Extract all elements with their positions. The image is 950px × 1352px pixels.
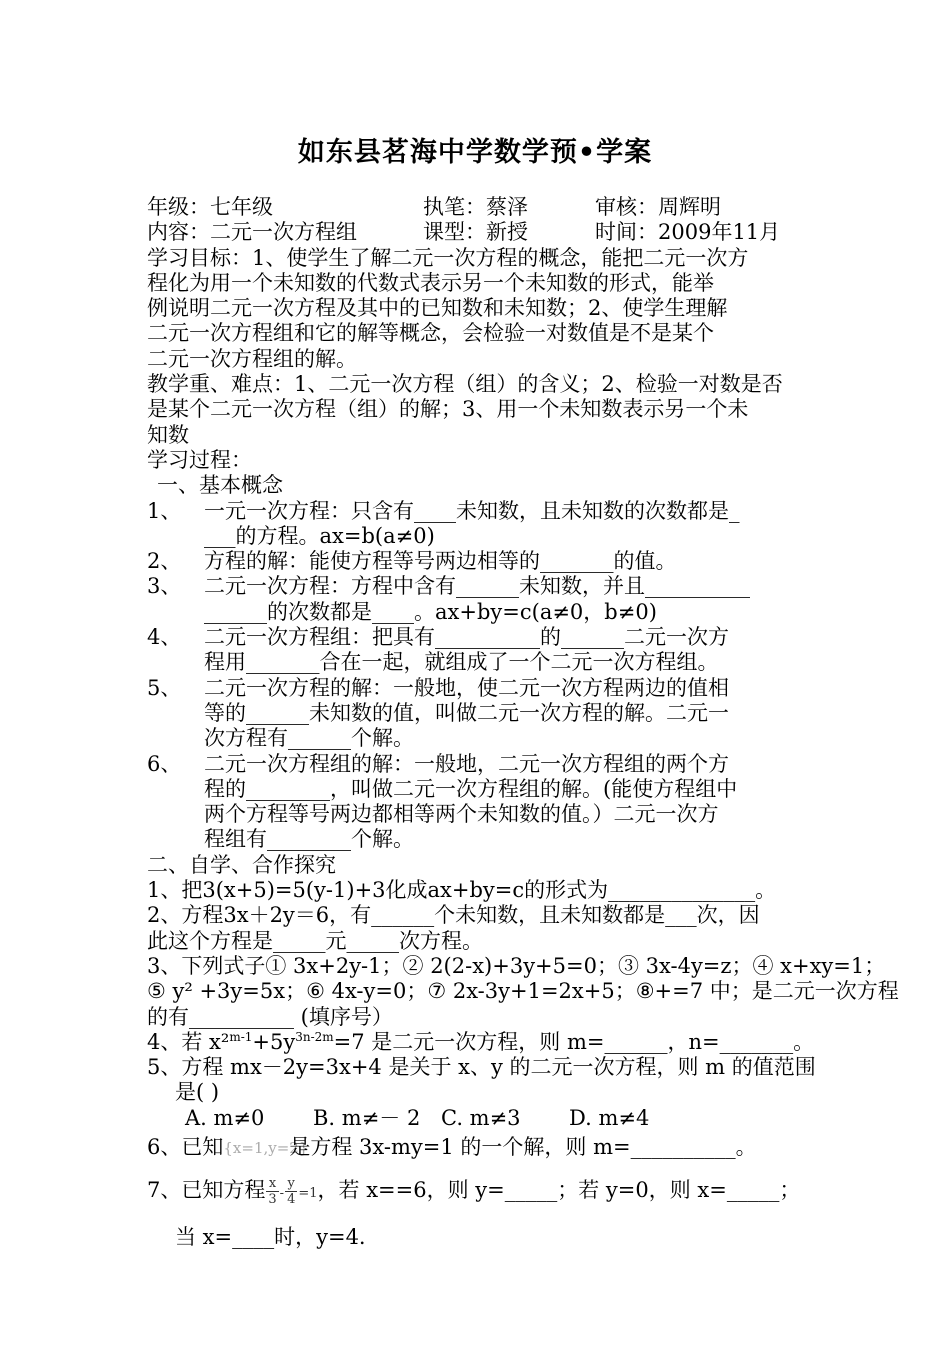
q4-text: 4、若 x² xyxy=(147,1029,230,1054)
option-b: B. m≠－ 2 xyxy=(313,1105,421,1130)
lesson-type: 课型：新授 xyxy=(423,220,528,245)
item-number: 2、 xyxy=(147,549,182,574)
meta-row-1 xyxy=(147,195,812,220)
q4-exponent-1: m-1 xyxy=(229,1029,253,1044)
question-1: 1、把3(x+5)=5(y-1)+3化成ax+by=c的形式为______________。 xyxy=(147,878,777,903)
question-4 xyxy=(147,1029,815,1055)
item-line: ______的次数都是____。ax+by=c(a≠0，b≠0) xyxy=(204,599,657,624)
item-line: 程组有________个解。 xyxy=(204,827,414,852)
key-point-line: 教学重、难点：1、二元一次方程（组）的含义；2、检验一对数是否 xyxy=(147,372,783,397)
question-6 xyxy=(147,1135,812,1161)
equation-system-image: {x=1,y=2} xyxy=(223,1138,309,1157)
q4-text: +5y xyxy=(252,1029,296,1054)
item-line: ___的方程。ax=b(a≠0) xyxy=(204,523,435,548)
numerator: x xyxy=(266,1176,278,1192)
equals-one: =1 xyxy=(298,1186,318,1202)
content-topic: 内容：二元一次方程组 xyxy=(147,220,357,245)
concept-item-3 xyxy=(147,574,812,625)
objective-line: 学习目标：1、使学生了解二元一次方程的概念，能把二元一次方 xyxy=(147,245,749,270)
grade: 年级：七年级 xyxy=(147,195,273,219)
lesson-time: 时间：2009年11月 xyxy=(595,220,781,245)
item-number: 3、 xyxy=(147,574,182,599)
question-2-line: 2、方程3x＋2y＝6，有______个未知数，且未知数都是___次，因 xyxy=(147,903,760,928)
denominator: 3 xyxy=(268,1192,277,1208)
reviewer: 审核：周辉明 xyxy=(595,195,721,219)
section1-heading: 一、基本概念 xyxy=(157,473,283,498)
fraction-x-over-3 xyxy=(266,1176,278,1207)
item-line: 一元一次方程：只含有____未知数，且未知数的次数都是_ xyxy=(204,498,740,523)
concept-item-5 xyxy=(147,676,812,752)
option-a: A. m≠0 xyxy=(185,1105,265,1130)
option-d: D. m≠4 xyxy=(569,1105,650,1130)
q4-text: =7 是二元一次方程，则 m=______，n=_______。 xyxy=(333,1029,815,1054)
item-number: 1、 xyxy=(147,498,182,523)
key-points xyxy=(147,372,812,448)
author: 执笔：蔡泽 xyxy=(423,195,528,219)
option-c: C. m≠3 xyxy=(441,1105,521,1130)
q6-text: 6、已知 xyxy=(147,1134,224,1159)
concept-item-6 xyxy=(147,752,812,853)
question-5-line: 是( ) xyxy=(175,1080,220,1105)
objective-line: 二元一次方程组的解。 xyxy=(147,346,357,371)
q7-text: ，若 x==6，则 y=_____；若 y=0，则 x=_____； xyxy=(317,1178,801,1203)
question-3-line: 3、下列式子① 3x+2y-1；② 2(2-x)+3y+5=0；③ 3x-4y=z；④ x+xy=1； xyxy=(147,953,886,978)
q4-exponent-2: 3n-2m xyxy=(295,1029,334,1044)
question-5-line: 5、方程 mx－2y=3x+4 是关于 x、y 的二元一次方程，则 m 的值范围 xyxy=(147,1055,816,1080)
item-line: 程用_______合在一起，就组成了一个二元一次方程组。 xyxy=(204,650,719,675)
question-7-line-2: 当 x=____时，y=4. xyxy=(175,1225,366,1250)
section2-heading: 二、自学、合作探究 xyxy=(147,852,336,877)
key-point-line: 知数 xyxy=(147,422,189,447)
question-7 xyxy=(147,1173,812,1211)
meta-row-2 xyxy=(147,220,812,245)
item-line: 次方程有______个解。 xyxy=(204,726,414,751)
item-line: 等的______未知数的值，叫做二元一次方程的解。二元一 xyxy=(204,700,729,725)
concept-item-2 xyxy=(147,549,812,574)
item-line: 二元一次方程的解：一般地，使二元一次方程两边的值相 xyxy=(204,675,729,700)
key-point-line: 是某个二元一次方程（组）的解；3、用一个未知数表示另一个未 xyxy=(147,397,749,422)
question-5-options xyxy=(147,1106,812,1131)
objective-line: 程化为用一个未知数的代数式表示另一个未知数的形式，能举 xyxy=(147,270,714,295)
item-number: 5、 xyxy=(147,675,182,700)
question-2-line: 此这个方程是_____元_____次方程。 xyxy=(147,928,483,953)
denominator: 4 xyxy=(287,1192,296,1208)
item-line: 方程的解：能使方程等号两边相等的_______的值。 xyxy=(204,549,677,574)
objective-line: 例说明二元一次方程及其中的已知数和未知数；2、使学生理解 xyxy=(147,296,728,321)
document-body xyxy=(147,195,899,1250)
page-title: 如东县茗海中学数学预•学案 xyxy=(297,137,653,168)
objectives xyxy=(147,246,812,372)
minus-sign: - xyxy=(279,1186,285,1202)
q6-text: 是方程 3x-my=1 的一个解，则 m=__________。 xyxy=(289,1134,757,1159)
concept-item-1 xyxy=(147,499,812,550)
q7-text: 7、已知方程 xyxy=(147,1178,266,1203)
concept-item-4 xyxy=(147,625,812,676)
item-number: 6、 xyxy=(147,751,182,776)
item-line: 二元一次方程组的解：一般地，二元一次方程组的两个方 xyxy=(204,751,729,776)
item-line: 程的________，叫做二元一次方程组的解。(能使方程组中 xyxy=(204,776,738,801)
question-3-line: 的有__________ (填序号） xyxy=(147,1004,393,1029)
item-number: 4、 xyxy=(147,625,182,650)
item-line: 二元一次方程：方程中含有______未知数，并且__________ xyxy=(204,574,750,599)
objective-line: 二元一次方程组和它的解等概念，会检验一对数值是不是某个 xyxy=(147,321,714,346)
question-3-line: ⑤ y² +3y=5x；⑥ 4x-y=0；⑦ 2x-3y+1=2x+5；⑧+=7 中；是二元一次方程 xyxy=(147,979,899,1004)
fraction-y-over-4 xyxy=(285,1176,297,1207)
item-line: 两个方程等号两边都相等两个未知数的值。）二元一次方 xyxy=(204,802,719,827)
numerator: y xyxy=(285,1176,297,1192)
process-label: 学习过程： xyxy=(147,447,252,472)
item-line: 二元一次方程组：把具有__________的______二元一次方 xyxy=(204,625,729,650)
